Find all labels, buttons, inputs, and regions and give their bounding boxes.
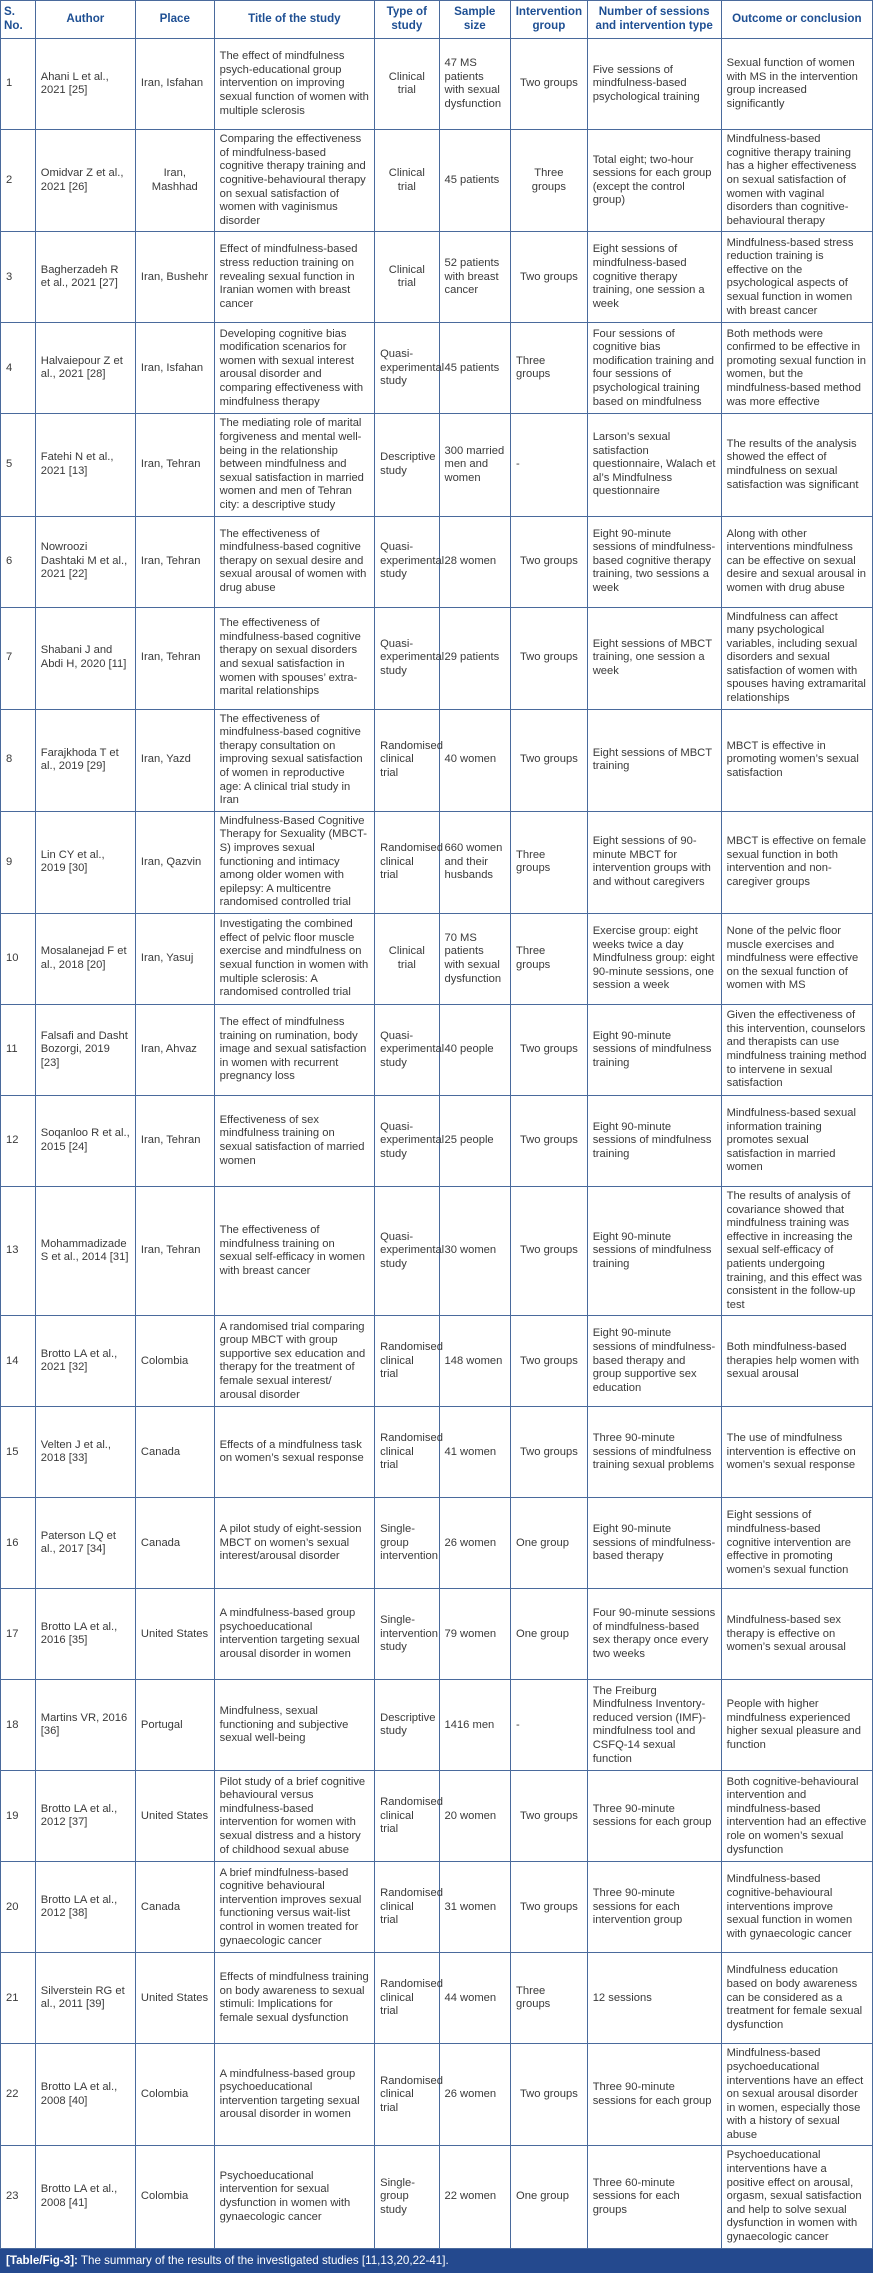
- author-cell: Soqanloo R et al., 2015 [24]: [35, 1095, 135, 1186]
- table-row: [1, 1498, 873, 1589]
- sessions-cell: Eight sessions of MBCT training: [587, 709, 721, 811]
- sessions-cell: The Freiburg Mindfulness Inventory-reduced version (IMF)- mindfulness tool and CSFQ-14 sexual function: [587, 1680, 721, 1771]
- table-row: [1, 323, 873, 414]
- sample-size-cell: 26 women: [439, 1498, 511, 1589]
- table-caption: [0, 2249, 873, 2273]
- serial-no-cell: 18: [1, 1680, 36, 1771]
- title-cell: A pilot study of eight-session MBCT on women’s sexual interest/arousal disorder: [214, 1498, 374, 1589]
- author-cell: Silverstein RG et al., 2011 [39]: [35, 1953, 135, 2044]
- sample-size-cell: 45 patients: [439, 323, 511, 414]
- place-cell: United States: [135, 1953, 214, 2044]
- outcome-cell: Mindfulness-based sex therapy is effective on women’s sexual arousal: [721, 1589, 872, 1680]
- sample-size-cell: 45 patients: [439, 130, 511, 232]
- author-cell: Shabani J and Abdi H, 2020 [11]: [35, 607, 135, 709]
- type-cell: Descriptive study: [375, 414, 439, 516]
- intervention-group-cell: Two groups: [511, 2044, 588, 2146]
- sample-size-cell: 29 patients: [439, 607, 511, 709]
- intervention-group-cell: Two groups: [511, 1316, 588, 1407]
- table-row: [1, 709, 873, 811]
- table-row: [1, 1316, 873, 1407]
- intervention-group-cell: One group: [511, 2146, 588, 2248]
- author-cell: Paterson LQ et al., 2017 [34]: [35, 1498, 135, 1589]
- serial-no-cell: 16: [1, 1498, 36, 1589]
- title-cell: Pilot study of a brief cognitive behavioural versus mindfulness-based intervention for women with sexual distress and a history of childhood sexual abuse: [214, 1771, 374, 1862]
- title-cell: A brief mindfulness-based cognitive behavioural intervention improves sexual functioning versus wait-list control in women treated for gynaecologic cancer: [214, 1862, 374, 1953]
- sample-size-cell: 31 women: [439, 1862, 511, 1953]
- sessions-cell: Eight 90-minute sessions of mindfulness training: [587, 1095, 721, 1186]
- serial-no-cell: 4: [1, 323, 36, 414]
- type-cell: Quasi-experimental study: [375, 607, 439, 709]
- title-cell: Effects of mindfulness training on body awareness to sexual stimuli: Implications for female sexual dysfunction: [214, 1953, 374, 2044]
- title-cell: Effectiveness of sex mindfulness training on sexual satisfaction of married women: [214, 1095, 374, 1186]
- author-cell: Farajkhoda T et al., 2019 [29]: [35, 709, 135, 811]
- type-cell: Randomised clinical trial: [375, 1862, 439, 1953]
- caption-label: [Table/Fig-3]:: [6, 2253, 78, 2267]
- intervention-group-cell: Two groups: [511, 607, 588, 709]
- sample-size-cell: 79 women: [439, 1589, 511, 1680]
- outcome-cell: Both cognitive-behavioural intervention and mindfulness-based intervention had an effective role on women’s sexual dysfunction: [721, 1771, 872, 1862]
- sample-size-cell: 30 women: [439, 1186, 511, 1315]
- type-cell: Clinical trial: [375, 232, 439, 323]
- type-cell: Randomised clinical trial: [375, 1407, 439, 1498]
- serial-no-cell: 23: [1, 2146, 36, 2248]
- author-cell: Ahani L et al., 2021 [25]: [35, 39, 135, 130]
- header-author: Author: [35, 1, 135, 39]
- outcome-cell: Mindfulness-based cognitive-behavioural interventions improve sexual function in women with gynaecologic cancer: [721, 1862, 872, 1953]
- outcome-cell: Along with other interventions mindfulness can be effective on sexual desire and sexual arousal in women with drug abuse: [721, 516, 872, 607]
- type-cell: Single-group intervention: [375, 1498, 439, 1589]
- sessions-cell: Eight 90-minute sessions of mindfulness training: [587, 1004, 721, 1095]
- intervention-group-cell: Three groups: [511, 323, 588, 414]
- outcome-cell: Mindfulness-based cognitive therapy training has a higher effectiveness on sexual satisfaction of women with vaginal disorders than cognitive-behavioural therapy: [721, 130, 872, 232]
- author-cell: Brotto LA et al., 2021 [32]: [35, 1316, 135, 1407]
- serial-no-cell: 9: [1, 811, 36, 913]
- sample-size-cell: 148 women: [439, 1316, 511, 1407]
- serial-no-cell: 11: [1, 1004, 36, 1095]
- intervention-group-cell: Three groups: [511, 1953, 588, 2044]
- caption-text: The summary of the results of the investigated studies [11,13,20,22-41].: [77, 2253, 449, 2267]
- intervention-group-cell: Two groups: [511, 1004, 588, 1095]
- author-cell: Mohammadizade S et al., 2014 [31]: [35, 1186, 135, 1315]
- table-row: [1, 1407, 873, 1498]
- header-place: Place: [135, 1, 214, 39]
- author-cell: Brotto LA et al., 2008 [41]: [35, 2146, 135, 2248]
- table-row: [1, 1004, 873, 1095]
- type-cell: Quasi-experimental study: [375, 1095, 439, 1186]
- title-cell: The effect of mindfulness training on rumination, body image and sexual satisfaction in women with recurrent pregnancy loss: [214, 1004, 374, 1095]
- outcome-cell: MBCT is effective on female sexual function in both intervention and non-caregiver groups: [721, 811, 872, 913]
- title-cell: The effectiveness of mindfulness-based cognitive therapy on sexual disorders and sexual satisfaction in women with spouses’ extra-marital relationships: [214, 607, 374, 709]
- outcome-cell: People with higher mindfulness experienced higher sexual pleasure and function: [721, 1680, 872, 1771]
- place-cell: Iran, Tehran: [135, 1186, 214, 1315]
- title-cell: Developing cognitive bias modification scenarios for women with sexual interest arousal disorder and comparing effectiveness with mindfulness therapy: [214, 323, 374, 414]
- place-cell: Iran, Tehran: [135, 607, 214, 709]
- serial-no-cell: 10: [1, 913, 36, 1004]
- title-cell: The effectiveness of mindfulness-based cognitive therapy consultation on improving sexual satisfaction of women in reproductive age: A clinical trial study in Iran: [214, 709, 374, 811]
- intervention-group-cell: Two groups: [511, 39, 588, 130]
- place-cell: Iran, Bushehr: [135, 232, 214, 323]
- outcome-cell: The results of the analysis showed the effect of mindfulness on sexual satisfaction was significant: [721, 414, 872, 516]
- type-cell: Clinical trial: [375, 913, 439, 1004]
- intervention-group-cell: One group: [511, 1498, 588, 1589]
- author-cell: Falsafi and Dasht Bozorgi, 2019 [23]: [35, 1004, 135, 1095]
- sessions-cell: Eight 90-minute sessions of mindfulness-based cognitive therapy training, two sessions a week: [587, 516, 721, 607]
- type-cell: Quasi-experimental study: [375, 516, 439, 607]
- sessions-cell: Eight 90-minute sessions of mindfulness-based therapy and group supportive sex education: [587, 1316, 721, 1407]
- title-cell: Effects of a mindfulness task on women’s sexual response: [214, 1407, 374, 1498]
- header-title: Title of the study: [214, 1, 374, 39]
- sample-size-cell: 40 people: [439, 1004, 511, 1095]
- title-cell: A randomised trial comparing group MBCT with group supportive sex education and therapy for the treatment of female sexual interest/ arousal disorder: [214, 1316, 374, 1407]
- serial-no-cell: 13: [1, 1186, 36, 1315]
- sample-size-cell: 44 women: [439, 1953, 511, 2044]
- title-cell: The effectiveness of mindfulness training on sexual self-efficacy in women with breast cancer: [214, 1186, 374, 1315]
- serial-no-cell: 20: [1, 1862, 36, 1953]
- table-row: [1, 1771, 873, 1862]
- type-cell: Randomised clinical trial: [375, 1953, 439, 2044]
- intervention-group-cell: -: [511, 1680, 588, 1771]
- serial-no-cell: 15: [1, 1407, 36, 1498]
- table-row: [1, 39, 873, 130]
- intervention-group-cell: Two groups: [511, 516, 588, 607]
- intervention-group-cell: Two groups: [511, 232, 588, 323]
- intervention-group-cell: Two groups: [511, 1186, 588, 1315]
- serial-no-cell: 19: [1, 1771, 36, 1862]
- header-intervention-group: Intervention group: [511, 1, 588, 39]
- sessions-cell: Four 90-minute sessions of mindfulness-based sex therapy once every two weeks: [587, 1589, 721, 1680]
- title-cell: Mindfulness, sexual functioning and subjective sexual well-being: [214, 1680, 374, 1771]
- place-cell: Iran, Tehran: [135, 414, 214, 516]
- type-cell: Randomised clinical trial: [375, 709, 439, 811]
- type-cell: Randomised clinical trial: [375, 2044, 439, 2146]
- place-cell: United States: [135, 1589, 214, 1680]
- type-cell: Clinical trial: [375, 130, 439, 232]
- place-cell: Canada: [135, 1407, 214, 1498]
- place-cell: Canada: [135, 1862, 214, 1953]
- intervention-group-cell: Two groups: [511, 1862, 588, 1953]
- place-cell: Iran, Isfahan: [135, 39, 214, 130]
- outcome-cell: Mindfulness-based sexual information training promotes sexual satisfaction in married women: [721, 1095, 872, 1186]
- place-cell: Colombia: [135, 2146, 214, 2248]
- outcome-cell: Both methods were confirmed to be effective in promoting sexual function in women, but the mindfulness-based method was more effective: [721, 323, 872, 414]
- place-cell: Portugal: [135, 1680, 214, 1771]
- place-cell: Iran, Tehran: [135, 1095, 214, 1186]
- outcome-cell: Eight sessions of mindfulness-based cognitive intervention are effective in promoting women’s sexual function: [721, 1498, 872, 1589]
- title-cell: Psychoeducational intervention for sexual dysfunction in women with gynaecologic cancer: [214, 2146, 374, 2248]
- serial-no-cell: 2: [1, 130, 36, 232]
- author-cell: Mosalanejad F et al., 2018 [20]: [35, 913, 135, 1004]
- type-cell: Randomised clinical trial: [375, 811, 439, 913]
- type-cell: Single-intervention study: [375, 1589, 439, 1680]
- sessions-cell: Larson’s sexual satisfaction questionnaire, Walach et al’s Mindfulness questionnaire: [587, 414, 721, 516]
- header-sessions: Number of sessions and intervention type: [587, 1, 721, 39]
- table-row: [1, 1680, 873, 1771]
- title-cell: A mindfulness-based group psychoeducational intervention targeting sexual arousal disorder in women: [214, 1589, 374, 1680]
- table-row: [1, 1862, 873, 1953]
- title-cell: Effect of mindfulness-based stress reduction training on revealing sexual function in Iranian women with breast cancer: [214, 232, 374, 323]
- place-cell: Iran, Ahvaz: [135, 1004, 214, 1095]
- sample-size-cell: 25 people: [439, 1095, 511, 1186]
- outcome-cell: Mindfulness education based on body awareness can be considered as a treatment for female sexual dysfunction: [721, 1953, 872, 2044]
- header-outcome: Outcome or conclusion: [721, 1, 872, 39]
- place-cell: Canada: [135, 1498, 214, 1589]
- outcome-cell: The use of mindfulness intervention is effective on women’s sexual response: [721, 1407, 872, 1498]
- intervention-group-cell: -: [511, 414, 588, 516]
- sessions-cell: Three 60-minute sessions for each groups: [587, 2146, 721, 2248]
- author-cell: Halvaiepour Z et al., 2021 [28]: [35, 323, 135, 414]
- sample-size-cell: 28 women: [439, 516, 511, 607]
- place-cell: Iran, Isfahan: [135, 323, 214, 414]
- outcome-cell: Mindfulness-based psychoeducational interventions have an effect on sexual arousal disorder in women, especially those with a history of sexual abuse: [721, 2044, 872, 2146]
- place-cell: Colombia: [135, 1316, 214, 1407]
- place-cell: Iran, Qazvin: [135, 811, 214, 913]
- serial-no-cell: 5: [1, 414, 36, 516]
- sessions-cell: Eight sessions of mindfulness-based cognitive therapy training, one session a week: [587, 232, 721, 323]
- sessions-cell: Four sessions of cognitive bias modification training and four sessions of psychological training based on mindfulness: [587, 323, 721, 414]
- table-row: [1, 811, 873, 913]
- table-row: [1, 1953, 873, 2044]
- sessions-cell: Exercise group: eight weeks twice a day Mindfulness group: eight 90-minute sessions, one session a week: [587, 913, 721, 1004]
- title-cell: A mindfulness-based group psychoeducational intervention targeting sexual arousal disorder in women: [214, 2044, 374, 2146]
- intervention-group-cell: Two groups: [511, 1095, 588, 1186]
- place-cell: Iran, Yasuj: [135, 913, 214, 1004]
- intervention-group-cell: Three groups: [511, 811, 588, 913]
- sample-size-cell: 52 patients with breast cancer: [439, 232, 511, 323]
- serial-no-cell: 6: [1, 516, 36, 607]
- intervention-group-cell: Three groups: [511, 130, 588, 232]
- title-cell: Comparing the effectiveness of mindfulness-based cognitive therapy training and cognitive-behavioural therapy on sexual satisfaction of women with vaginismus disorder: [214, 130, 374, 232]
- table-row: [1, 130, 873, 232]
- author-cell: Nowroozi Dashtaki M et al., 2021 [22]: [35, 516, 135, 607]
- serial-no-cell: 7: [1, 607, 36, 709]
- place-cell: Colombia: [135, 2044, 214, 2146]
- author-cell: Brotto LA et al., 2012 [37]: [35, 1771, 135, 1862]
- header-sample-size: Sample size: [439, 1, 511, 39]
- sample-size-cell: 40 women: [439, 709, 511, 811]
- sessions-cell: Three 90-minute sessions for each group: [587, 1771, 721, 1862]
- sessions-cell: Eight 90-minute sessions of mindfulness training: [587, 1186, 721, 1315]
- serial-no-cell: 3: [1, 232, 36, 323]
- serial-no-cell: 1: [1, 39, 36, 130]
- table-row: [1, 1589, 873, 1680]
- place-cell: United States: [135, 1771, 214, 1862]
- outcome-cell: Psychoeducational interventions have a positive effect on arousal, orgasm, sexual satisfaction and help to solve sexual dysfunction in women with gynaecologic cancer: [721, 2146, 872, 2248]
- sessions-cell: Eight 90-minute sessions of mindfulness-based therapy: [587, 1498, 721, 1589]
- type-cell: Clinical trial: [375, 39, 439, 130]
- place-cell: Iran, Tehran: [135, 516, 214, 607]
- outcome-cell: Both mindfulness-based therapies help women with sexual arousal: [721, 1316, 872, 1407]
- sample-size-cell: 660 women and their husbands: [439, 811, 511, 913]
- table-row: [1, 232, 873, 323]
- sessions-cell: Total eight; two-hour sessions for each group (except the control group): [587, 130, 721, 232]
- title-cell: The mediating role of marital forgiveness and mental well-being in the relationship between mindfulness and sexual satisfaction in married women and men of Tehran city: a descriptive study: [214, 414, 374, 516]
- sample-size-cell: 47 MS patients with sexual dysfunction: [439, 39, 511, 130]
- sessions-cell: Eight sessions of 90-minute MBCT for intervention groups with and without caregivers: [587, 811, 721, 913]
- type-cell: Quasi-experimental study: [375, 1004, 439, 1095]
- table-row: [1, 1186, 873, 1315]
- title-cell: Mindfulness-Based Cognitive Therapy for Sexuality (MBCT-S) improves sexual functioning and intimacy among older women with epilepsy: A multicentre randomised controlled trial: [214, 811, 374, 913]
- title-cell: The effect of mindfulness psych-educational group intervention on improving sexual function of women with multiple sclerosis: [214, 39, 374, 130]
- sessions-cell: Three 90-minute sessions for each group: [587, 2044, 721, 2146]
- author-cell: Brotto LA et al., 2012 [38]: [35, 1862, 135, 1953]
- sessions-cell: 12 sessions: [587, 1953, 721, 2044]
- author-cell: Fatehi N et al., 2021 [13]: [35, 414, 135, 516]
- intervention-group-cell: One group: [511, 1589, 588, 1680]
- serial-no-cell: 8: [1, 709, 36, 811]
- author-cell: Omidvar Z et al., 2021 [26]: [35, 130, 135, 232]
- sample-size-cell: 22 women: [439, 2146, 511, 2248]
- author-cell: Brotto LA et al., 2008 [40]: [35, 2044, 135, 2146]
- header-type: Type of study: [375, 1, 439, 39]
- title-cell: The effectiveness of mindfulness-based cognitive therapy on sexual desire and sexual arousal of women with drug abuse: [214, 516, 374, 607]
- header-serial-no: S. No.: [1, 1, 36, 39]
- place-cell: Iran, Mashhad: [135, 130, 214, 232]
- serial-no-cell: 22: [1, 2044, 36, 2146]
- serial-no-cell: 14: [1, 1316, 36, 1407]
- table-row: [1, 2146, 873, 2248]
- table-row: [1, 516, 873, 607]
- outcome-cell: Mindfulness can affect many psychological variables, including sexual disorders and sexual satisfaction of women with spouses having extramarital relationships: [721, 607, 872, 709]
- table-header-row: [1, 1, 873, 39]
- author-cell: Martins VR, 2016 [36]: [35, 1680, 135, 1771]
- sample-size-cell: 70 MS patients with sexual dysfunction: [439, 913, 511, 1004]
- sample-size-cell: 26 women: [439, 2044, 511, 2146]
- sessions-cell: Eight sessions of MBCT training, one session a week: [587, 607, 721, 709]
- type-cell: Quasi-experimental study: [375, 1186, 439, 1315]
- sample-size-cell: 41 women: [439, 1407, 511, 1498]
- table-row: [1, 607, 873, 709]
- author-cell: Velten J et al., 2018 [33]: [35, 1407, 135, 1498]
- outcome-cell: MBCT is effective in promoting women’s sexual satisfaction: [721, 709, 872, 811]
- type-cell: Randomised clinical trial: [375, 1316, 439, 1407]
- table-row: [1, 1095, 873, 1186]
- place-cell: Iran, Yazd: [135, 709, 214, 811]
- type-cell: Quasi-experimental study: [375, 323, 439, 414]
- author-cell: Brotto LA et al., 2016 [35]: [35, 1589, 135, 1680]
- serial-no-cell: 21: [1, 1953, 36, 2044]
- intervention-group-cell: Two groups: [511, 1407, 588, 1498]
- sessions-cell: Five sessions of mindfulness-based psychological training: [587, 39, 721, 130]
- type-cell: Randomised clinical trial: [375, 1771, 439, 1862]
- sessions-cell: Three 90-minute sessions for each intervention group: [587, 1862, 721, 1953]
- outcome-cell: Given the effectiveness of this intervention, counselors and therapists can use mindfulness training method to intervene in sexual satisfaction: [721, 1004, 872, 1095]
- intervention-group-cell: Two groups: [511, 1771, 588, 1862]
- sample-size-cell: 20 women: [439, 1771, 511, 1862]
- table-row: [1, 2044, 873, 2146]
- sample-size-cell: 1416 men: [439, 1680, 511, 1771]
- table-row: [1, 913, 873, 1004]
- type-cell: Descriptive study: [375, 1680, 439, 1771]
- serial-no-cell: 12: [1, 1095, 36, 1186]
- outcome-cell: Mindfulness-based stress reduction training is effective on the psychological aspects of sexual function in women with breast cancer: [721, 232, 872, 323]
- outcome-cell: None of the pelvic floor muscle exercises and mindfulness were effective on the sexual function of women with MS: [721, 913, 872, 1004]
- table-row: [1, 414, 873, 516]
- title-cell: Investigating the combined effect of pelvic floor muscle exercise and mindfulness on sexual function in women with multiple sclerosis: A randomised controlled trial: [214, 913, 374, 1004]
- outcome-cell: The results of analysis of covariance showed that mindfulness training was effective in increasing the sexual self-efficacy of patients undergoing training, and this effect was consistent in the follow-up test: [721, 1186, 872, 1315]
- serial-no-cell: 17: [1, 1589, 36, 1680]
- author-cell: Bagherzadeh R et al., 2021 [27]: [35, 232, 135, 323]
- table-body: [1, 39, 873, 2248]
- type-cell: Single-group study: [375, 2146, 439, 2248]
- intervention-group-cell: Two groups: [511, 709, 588, 811]
- intervention-group-cell: Three groups: [511, 913, 588, 1004]
- outcome-cell: Sexual function of women with MS in the intervention group increased significantly: [721, 39, 872, 130]
- sessions-cell: Three 90-minute sessions of mindfulness training sexual problems: [587, 1407, 721, 1498]
- sample-size-cell: 300 married men and women: [439, 414, 511, 516]
- author-cell: Lin CY et al., 2019 [30]: [35, 811, 135, 913]
